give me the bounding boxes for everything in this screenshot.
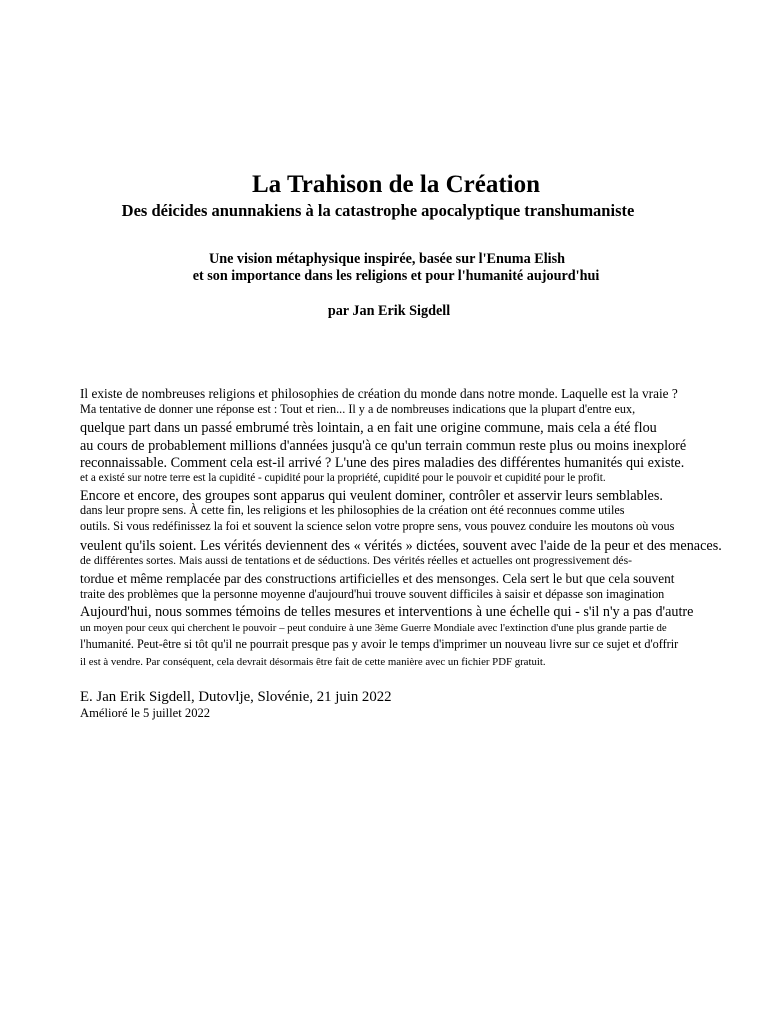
body-line: outils. Si vous redéfinissez la foi et souvent la science selon votre propre sens, vous pouvez conduire les moutons où vous	[80, 519, 675, 533]
body-line: il est à vendre. Par conséquent, cela devrait désormais être fait de cette manière avec un fichier PDF gratuit.	[80, 656, 546, 668]
vision-line-1: Une vision métaphysique inspirée, basée sur l'Enuma Elish	[208, 251, 566, 267]
body-line: et a existé sur notre terre est la cupidité - cupidité pour la propriété, cupidité pour le pouvoir et cupidité pour le profit.	[80, 472, 606, 484]
body-line: Aujourd'hui, nous sommes témoins de telles mesures et interventions à une échelle qui - s'il n'y a pas d'autre	[80, 604, 694, 620]
body-line: veulent qu'ils soient. Les vérités deviennent des « vérités » dictées, souvent avec l'aide de la peur et des menaces.	[80, 538, 722, 554]
body-line: de différentes sortes. Mais aussi de tentations et de séductions. Des vérités réelles et actuelles ont progressivement dés-	[80, 554, 632, 567]
body-line: reconnaissable. Comment cela est-il arrivé ? L'une des pires maladies des différentes humanités qui existe.	[80, 455, 685, 471]
body-line: un moyen pour ceux qui cherchent le pouvoir – peut conduire à une 3ème Guerre Mondiale avec l'extinction d'une plus grande partie de	[80, 622, 667, 634]
body-line: au cours de probablement millions d'années jusqu'à ce qu'un terrain commun reste plus ou moins inexploré	[80, 438, 687, 454]
signature-line: E. Jan Erik Sigdell, Dutovlje, Slovénie, 21 juin 2022	[80, 689, 392, 705]
body-line: l'humanité. Peut-être si tôt qu'il ne pourrait presque pas y avoir le temps d'imprimer un nouveau livre sur ce sujet et d'offrir	[80, 637, 679, 651]
body-line: Il existe de nombreuses religions et philosophies de création du monde dans notre monde. Laquelle est la vraie ?	[80, 386, 678, 401]
document-title: La Trahison de la Création	[252, 171, 540, 198]
document-subtitle: Des déicides anunnakiens à la catastrophe apocalyptique transhumaniste	[121, 201, 635, 220]
body-line: dans leur propre sens. À cette fin, les religions et les philosophies de la création ont été reconnues comme utiles	[80, 503, 625, 517]
body-line: traite des problèmes que la personne moyenne d'aujourd'hui trouve souvent difficiles à saisir et dépasse son imagination	[80, 587, 665, 601]
body-line: tordue et même remplacée par des constructions artificielles et des mensonges. Cela sert le but que cela souvent	[80, 571, 675, 586]
vision-line-2: et son importance dans les religions et pour l'humanité aujourd'hui	[192, 268, 600, 284]
improved-date: Amélioré le 5 juillet 2022	[80, 706, 211, 720]
author-line: par Jan Erik Sigdell	[327, 303, 451, 319]
body-line: Encore et encore, des groupes sont apparus qui veulent dominer, contrôler et asservir leurs semblables.	[80, 488, 663, 504]
body-line: quelque part dans un passé embrumé très lointain, a en fait une origine commune, mais cela a été flou	[80, 420, 657, 436]
body-line: Ma tentative de donner une réponse est : Tout et rien... Il y a de nombreuses indications que la plupart d'entre eux,	[80, 402, 636, 416]
